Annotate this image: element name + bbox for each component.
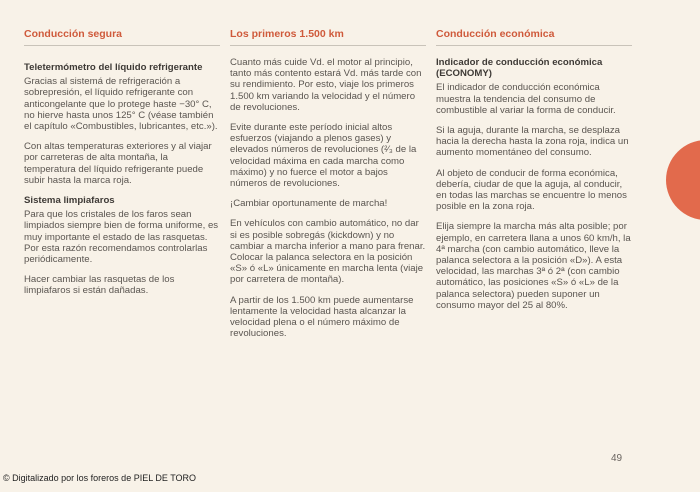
scan-credit: © Digitalizado por los foreros de PIEL DE TORO bbox=[3, 473, 197, 483]
column-economical-driving bbox=[436, 28, 632, 320]
paragraph: Si la aguja, durante la marcha, se desplaza hacia la derecha hasta la zona roja, indica un aumento momentáneo del consumo. bbox=[436, 125, 629, 159]
paragraph: El indicador de conducción económica muestra la tendencia del consumo de combustible al variar la forma de conducir. bbox=[436, 82, 616, 116]
column-first-1500km bbox=[230, 28, 426, 348]
section-header: Conducción económica bbox=[436, 28, 632, 46]
section-header: Los primeros 1.500 km bbox=[230, 28, 426, 46]
section-header: Conducción segura bbox=[24, 28, 220, 46]
chapter-tab-marker bbox=[666, 140, 700, 220]
paragraph: ¡Cambiar oportunamente de marcha! bbox=[230, 198, 388, 210]
paragraph: Hacer cambiar las rasquetas de los limpiafaros si están dañadas. bbox=[24, 274, 175, 297]
subheading-coolant-thermometer: Teletermómetro del líquido refrigerante bbox=[24, 62, 203, 73]
subheading-economy-indicator: Indicador de conducción económica (ECONOMY) bbox=[436, 57, 603, 80]
paragraph: Para que los cristales de los faros sean limpiados siempre bien de forma uniforme, es muy importante el estado de las rasquetas. Por esta razón recomendamos controlarlas periódicamente. bbox=[24, 209, 219, 266]
paragraph: A partir de los 1.500 km puede aumentarse lentamente la velocidad hasta alcanzar la velocidad plena o el número máximo de revoluciones. bbox=[230, 294, 414, 340]
column-safe-driving bbox=[24, 28, 220, 306]
paragraph: En vehículos con cambio automático, no dar si es posible sobregás (kickdown) y no cambiar a marcha inferior a mano para frenar. Colocar la palanca selectora en la posición «S» ó «L» únicamente en marcha lenta (viaje por carretera de montaña). bbox=[230, 218, 426, 286]
paragraph: Con altas temperaturas exteriores y al viajar por carreteras de alta montaña, la temperatura del líquido refrigerante puede subir hasta la marca roja. bbox=[24, 141, 212, 186]
paragraph: Al objeto de conducir de forma económica, debería, ciudar de que la aguja, al conducir, en todas las marchas se encuentre lo menos posible en la zona roja. bbox=[436, 167, 627, 213]
page-number: 49 bbox=[611, 453, 623, 464]
paragraph: Elija siempre la marcha más alta posible; por ejemplo, en carretera llana a unos 60 km/h, la 4ª marcha (con cambio automático, lleve la palanca selectora a la posición «D»). A esta velocidad, las marchas 3ª ó 2ª (con cambio automático, las posiciones «S» ó «L» de la palanca selectora) pueden suponer un consumo mayor del 25 al 80%. bbox=[436, 221, 631, 311]
subheading-headlamp-wash: Sistema limpiafaros bbox=[24, 195, 115, 207]
paragraph: Evite durante este período inicial altos esfuerzos (viajando a plenos gases) y elevados números de revoluciones (²⁄₃ de la velocidad máxima en cada marcha como máximo) y no fuerce el motor a bajos números de revoluciones. bbox=[230, 122, 417, 190]
paragraph: Gracias al sistemá de refrigeración a sobrepresión, el líquido refrigerante con anticongelante que lo protege haste −30° C, no hierve hasta unos 125° C (véase también el capítulo «Combustibles, lubricantes, etc.»). bbox=[24, 76, 218, 133]
paragraph: Cuanto más cuide Vd. el motor al principio, tanto más contento estará Vd. más tarde con su rendimiento. Por esto, viaje los primeros 1.500 km variando la velocidad y el número de revoluciones. bbox=[230, 57, 422, 113]
